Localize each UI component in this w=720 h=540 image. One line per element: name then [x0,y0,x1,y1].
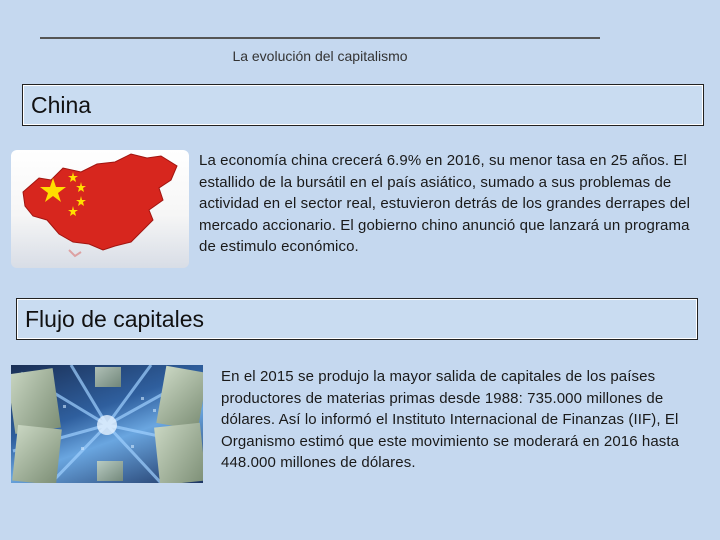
china-map-svg [11,150,189,268]
flujo-paragraph: En el 2015 se produjo la mayor salida de capitales de los países productores de materias primas desde 1988: 735.000 millones de dólares. Así lo informó el Instituto Internacional de Finanzas (IIF), El Organismo estimó que este movimiento se moderará en 2016 hasta 448.000 millones de dólares. [221,368,680,471]
china-paragraph: La economía china crecerá 6.9% en 2016, su menor tasa en 25 años. El estallido de la bursátil en el país asiático, sumado a sus problemas de actividad en el sector real, estuvieron detrás de los grandes derrapes del mercado accionario. El gobierno chino anunció que lanzará un programa de estimulo económico. [199,152,691,255]
slide-title: La evolución del capitalismo [232,48,408,64]
money-flow-image [11,365,203,483]
section-heading-china [22,84,704,126]
section-heading-label: China [31,91,92,118]
title-rule [40,37,600,39]
section-heading-flujo-de-capitales [16,298,698,340]
china-map-flag-image [11,150,189,268]
money-flow-svg [11,365,203,483]
section-heading-label: Flujo de capitales [25,305,204,332]
